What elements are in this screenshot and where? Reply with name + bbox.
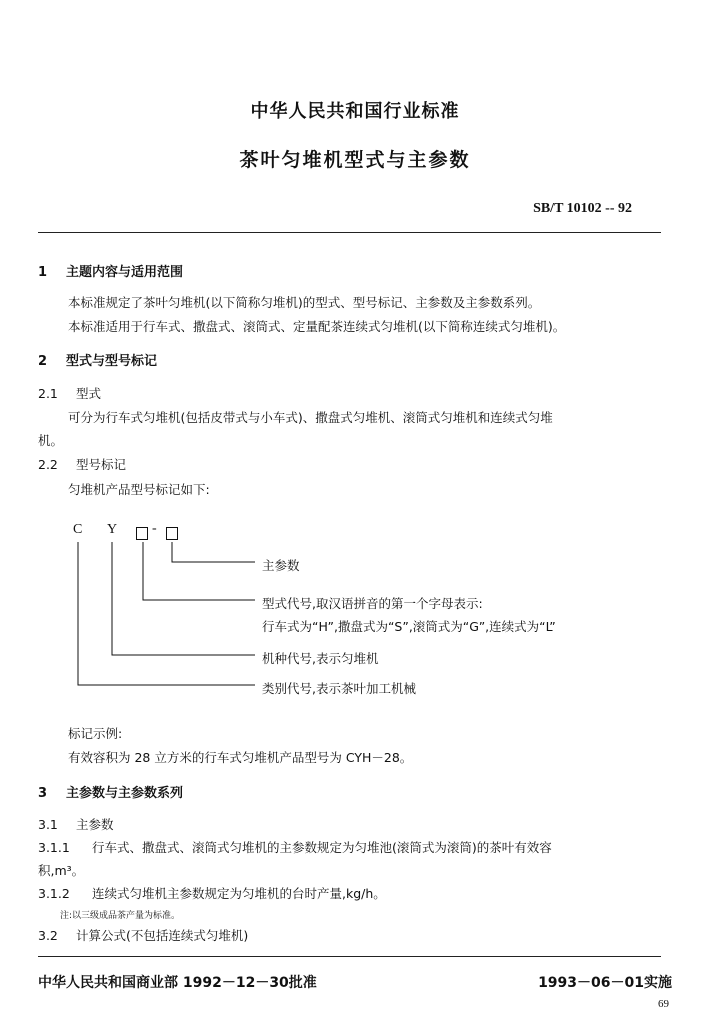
subsection-number: 2.1 [38,386,58,401]
section-number: 1 [38,265,48,280]
label-machine-code: 机种代号,表示匀堆机 [262,651,379,666]
clause-3-1-1 [38,838,552,856]
paragraph-continuation: 机。 [38,433,64,448]
subsection-3-2-heading [38,926,248,944]
subsection-number: 3.2 [38,928,58,943]
clause-3-1-2 [38,884,386,902]
paragraph: 可分为行车式匀堆机(包括皮带式与小车式)、撒盘式匀堆机、滚筒式匀堆机和连续式匀堆 [68,410,553,425]
section-title: 主题内容与适用范围 [66,265,184,280]
clause-text: 行车式、撒盘式、滚筒式匀堆机的主参数规定为匀堆池(滚筒式为滚筒)的茶叶有效容 [92,840,552,855]
subsection-3-1-heading [38,815,114,833]
clause-continuation: 积,m³。 [38,863,85,878]
example-text: 有效容积为 28 立方米的行车式匀堆机产品型号为 CYH－28。 [68,750,413,765]
code-letter-c: C [73,522,83,537]
paragraph: 本标准规定了茶叶匀堆机(以下简称匀堆机)的型式、型号标记、主参数及主参数系列。 [68,295,541,310]
section-title: 型式与型号标记 [66,354,158,369]
subsection-number: 2.2 [38,457,58,472]
subsection-title: 型式 [76,386,102,401]
paragraph: 本标准适用于行车式、撒盘式、滚筒式、定量配茶连续式匀堆机(以下简称连续式匀堆机)。 [68,319,566,334]
label-type-code: 型式代号,取汉语拼音的第一个字母表示: [262,596,483,611]
clause-text: 连续式匀堆机主参数规定为匀堆机的台时产量,kg/h。 [92,886,386,901]
section-title: 主参数与主参数系列 [66,786,184,801]
standard-number: SB/T 10102 -- 92 [533,201,632,216]
label-type-code-values: 行车式为“H”,撒盘式为“S”,滚筒式为“G”,连续式为“L” [262,619,556,634]
leader-type-code [143,542,255,600]
effective-date: 1993－06－01实施 [538,975,672,991]
code-letter-y: Y [107,522,118,537]
subsection-title: 型号标记 [76,457,127,472]
example-title: 标记示例: [68,726,123,741]
subsection-number: 3.1 [38,817,58,832]
clause-number: 3.1.2 [38,886,70,901]
page-number: 69 [658,998,669,1010]
label-main-param: 主参数 [262,558,300,573]
subsection-title: 计算公式(不包括连续式匀堆机) [76,928,249,943]
section-number: 2 [38,354,48,369]
subsection-title: 主参数 [76,817,114,832]
paragraph: 匀堆机产品型号标记如下: [68,482,210,497]
org-title: 中华人民共和国行业标准 [250,101,460,122]
footer-rule [38,956,661,957]
leader-main-param [172,542,255,562]
approval-line: 中华人民共和国商业部 1992－12－30批准 [38,975,317,991]
note: 注:以三级成品茶产量为标准。 [60,911,181,921]
leader-category-code [78,542,255,685]
clause-number: 3.1.1 [38,840,70,855]
section-number: 3 [38,786,48,801]
leader-machine-code [112,542,255,655]
code-dash: - [152,521,157,536]
section-3-heading [38,782,183,801]
label-category-code: 类别代号,表示茶叶加工机械 [262,681,416,696]
document-title: 茶叶匀堆机型式与主参数 [239,149,471,171]
